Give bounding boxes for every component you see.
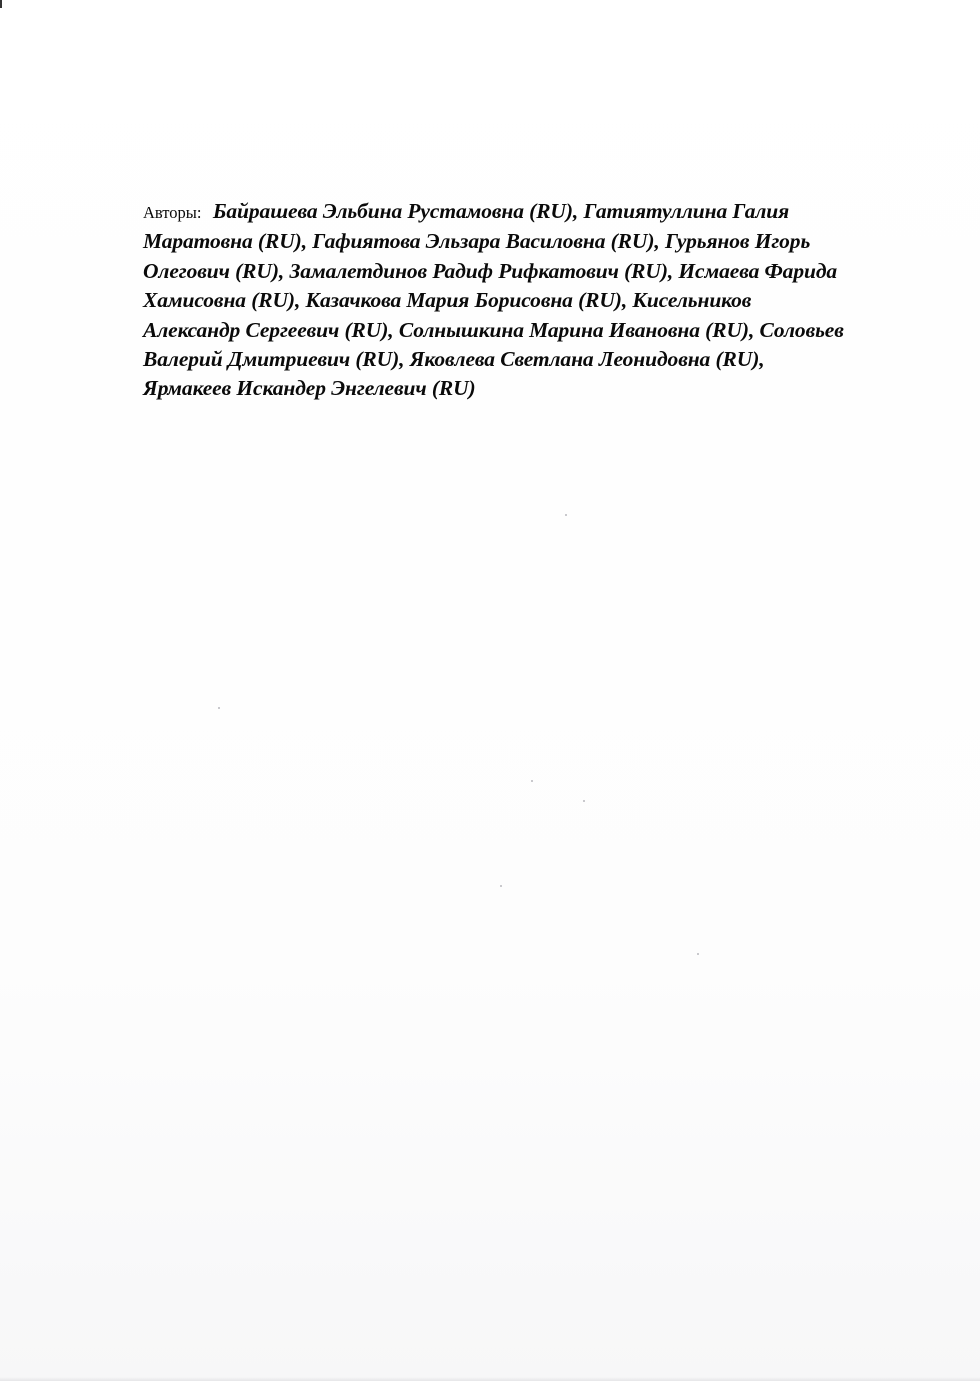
authors-paragraph bbox=[143, 197, 848, 404]
scan-speck bbox=[565, 514, 567, 516]
authors-list: Байрашева Эльбина Рустамовна (RU), Гатиятуллина Галия Маратовна (RU), Гафиятова Эльзара Василовна (RU), Гурьянов Игорь Олегович (RU), Замалетдинов Радиф Рифкатович (RU), Исмаева Фарида Хамисовна (RU), Казачкова Мария Борисовна (RU), Кисельников Александр Сергеевич (RU), Солнышкина Марина Ивановна (RU), Соловьев Валерий Дмитриевич (RU), Яковлева Светлана Леонидовна (RU), Ярмакеев Искандер Энгелевич (RU) bbox=[143, 199, 844, 401]
scan-speck bbox=[500, 885, 502, 887]
scan-speck bbox=[697, 953, 699, 955]
scan-edge-mark bbox=[0, 0, 2, 8]
scan-speck bbox=[583, 800, 585, 802]
scan-bottom-shadow bbox=[0, 1377, 980, 1381]
scan-speck bbox=[218, 707, 220, 709]
authors-label: Авторы: bbox=[143, 203, 202, 222]
scan-speck bbox=[531, 780, 533, 782]
